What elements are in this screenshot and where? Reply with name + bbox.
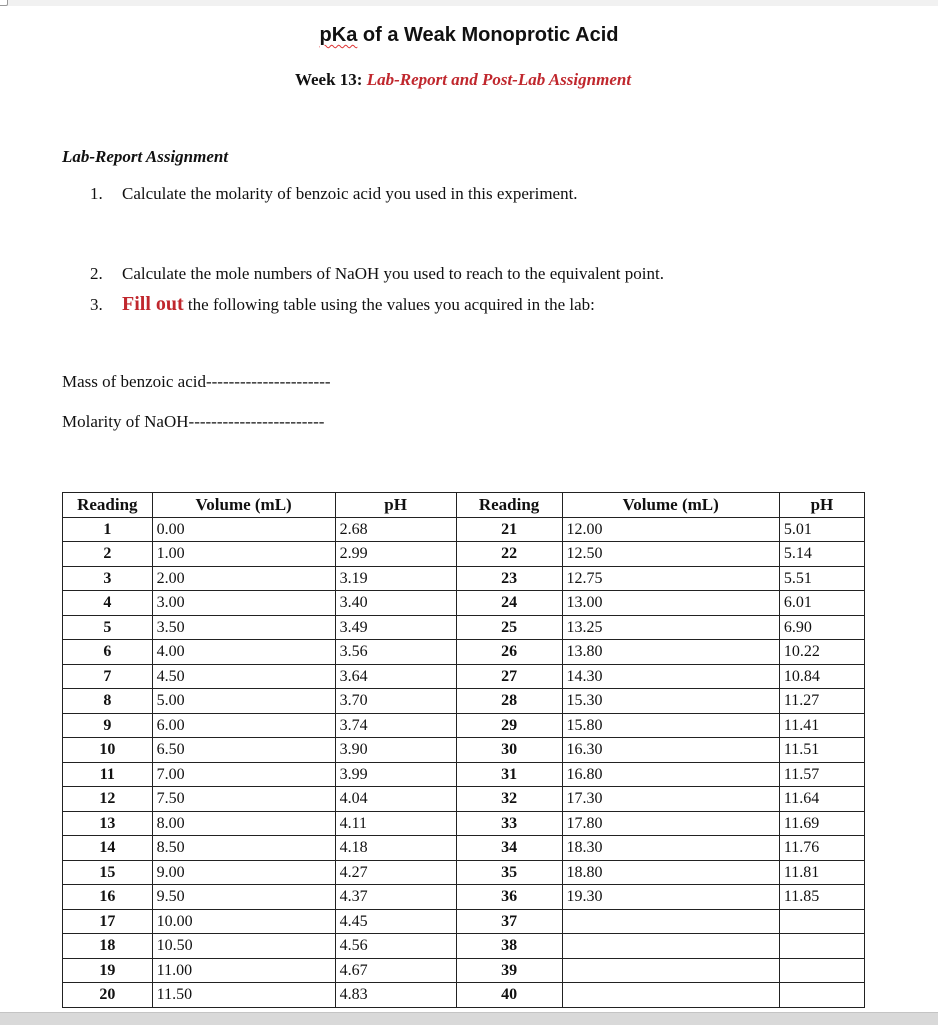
cell-volume-2: 14.30 [562, 664, 779, 689]
cell-reading: 8 [63, 689, 153, 714]
cell-ph-2 [779, 983, 864, 1008]
table-row [63, 909, 865, 934]
molarity-naoh-line: Molarity of NaOH------------------------ [62, 412, 325, 431]
cell-ph: 3.56 [335, 640, 456, 665]
table-row [63, 983, 865, 1008]
cell-volume-2: 19.30 [562, 885, 779, 910]
cell-ph: 3.70 [335, 689, 456, 714]
table-row [63, 664, 865, 689]
header-volume: Volume (mL) [152, 493, 335, 518]
cell-ph-2 [779, 958, 864, 983]
table-row [63, 958, 865, 983]
subtitle-assignment: Lab-Report and Post-Lab Assignment [366, 70, 632, 89]
top-strip [0, 0, 938, 6]
header-reading-2: Reading [456, 493, 562, 518]
cell-ph: 4.18 [335, 836, 456, 861]
table-row [63, 591, 865, 616]
cell-ph-2: 10.84 [779, 664, 864, 689]
cell-ph-2: 5.51 [779, 566, 864, 591]
table-row [63, 640, 865, 665]
cell-ph-2: 5.01 [779, 517, 864, 542]
cell-reading-2: 25 [456, 615, 562, 640]
cell-volume: 6.00 [152, 713, 335, 738]
cell-volume-2: 12.75 [562, 566, 779, 591]
header-ph: pH [335, 493, 456, 518]
cell-volume: 5.00 [152, 689, 335, 714]
cell-reading-2: 26 [456, 640, 562, 665]
table-row [63, 566, 865, 591]
cell-reading: 15 [63, 860, 153, 885]
subtitle-week: Week 13: [294, 70, 363, 89]
cell-volume: 3.00 [152, 591, 335, 616]
cell-reading-2: 31 [456, 762, 562, 787]
cell-reading-2: 40 [456, 983, 562, 1008]
cell-reading: 20 [63, 983, 153, 1008]
cell-volume: 0.00 [152, 517, 335, 542]
table-header-row [63, 493, 865, 518]
cell-ph-2 [779, 934, 864, 959]
cell-ph-2: 11.69 [779, 811, 864, 836]
cell-ph: 4.04 [335, 787, 456, 812]
cell-reading: 1 [63, 517, 153, 542]
cell-reading: 11 [63, 762, 153, 787]
cell-reading-2: 36 [456, 885, 562, 910]
cell-volume: 11.00 [152, 958, 335, 983]
question-number: 3. [90, 295, 103, 314]
cell-ph: 2.99 [335, 542, 456, 567]
cell-volume: 6.50 [152, 738, 335, 763]
cell-volume: 7.00 [152, 762, 335, 787]
table-row [63, 689, 865, 714]
question-number: 1. [90, 184, 103, 203]
question-number: 2. [90, 264, 103, 283]
fill-out-emphasis: Fill out [122, 293, 184, 315]
titration-table [62, 492, 865, 1008]
table-row [63, 934, 865, 959]
cell-reading: 4 [63, 591, 153, 616]
cell-volume-2: 15.30 [562, 689, 779, 714]
cell-ph-2: 11.51 [779, 738, 864, 763]
page-subtitle [0, 70, 926, 90]
cell-ph-2: 6.90 [779, 615, 864, 640]
cell-volume-2: 12.00 [562, 517, 779, 542]
cell-ph: 2.68 [335, 517, 456, 542]
page-title [0, 24, 938, 47]
cell-volume-2: 13.00 [562, 591, 779, 616]
cell-ph: 3.99 [335, 762, 456, 787]
cell-reading-2: 30 [456, 738, 562, 763]
cell-reading-2: 24 [456, 591, 562, 616]
cell-volume-2: 17.30 [562, 787, 779, 812]
table-row [63, 615, 865, 640]
question-3 [90, 293, 595, 316]
header-ph-2: pH [779, 493, 864, 518]
cell-reading: 3 [63, 566, 153, 591]
cell-reading: 9 [63, 713, 153, 738]
cell-volume: 2.00 [152, 566, 335, 591]
cell-reading-2: 39 [456, 958, 562, 983]
cell-volume: 4.50 [152, 664, 335, 689]
mass-benzoic-acid-line: Mass of benzoic acid---------------------- [62, 372, 331, 391]
cell-reading: 13 [63, 811, 153, 836]
cell-reading: 6 [63, 640, 153, 665]
cell-reading-2: 33 [456, 811, 562, 836]
cell-volume: 8.50 [152, 836, 335, 861]
cell-ph-2: 5.14 [779, 542, 864, 567]
cell-reading: 18 [63, 934, 153, 959]
cell-ph-2 [779, 909, 864, 934]
cell-reading: 12 [63, 787, 153, 812]
cell-reading-2: 37 [456, 909, 562, 934]
cell-volume: 8.00 [152, 811, 335, 836]
question-text: Calculate the molarity of benzoic acid you used in this experiment. [122, 184, 578, 203]
cell-ph: 4.11 [335, 811, 456, 836]
corner-checkbox-icon[interactable] [0, 0, 8, 6]
cell-volume: 1.00 [152, 542, 335, 567]
cell-reading-2: 27 [456, 664, 562, 689]
table-row [63, 542, 865, 567]
cell-reading: 16 [63, 885, 153, 910]
question-1 [90, 184, 578, 204]
cell-volume: 3.50 [152, 615, 335, 640]
cell-ph: 4.27 [335, 860, 456, 885]
cell-reading-2: 38 [456, 934, 562, 959]
table-row [63, 885, 865, 910]
section-heading: Lab-Report Assignment [62, 147, 229, 166]
cell-volume-2: 16.30 [562, 738, 779, 763]
cell-volume-2: 15.80 [562, 713, 779, 738]
cell-ph-2: 11.27 [779, 689, 864, 714]
cell-ph: 3.40 [335, 591, 456, 616]
cell-reading-2: 22 [456, 542, 562, 567]
cell-ph: 4.45 [335, 909, 456, 934]
cell-ph-2: 11.76 [779, 836, 864, 861]
cell-reading-2: 23 [456, 566, 562, 591]
cell-ph-2: 11.85 [779, 885, 864, 910]
header-volume-2: Volume (mL) [562, 493, 779, 518]
cell-reading-2: 21 [456, 517, 562, 542]
question-text: Calculate the mole numbers of NaOH you used to reach to the equivalent point. [122, 264, 664, 283]
cell-reading: 7 [63, 664, 153, 689]
cell-ph: 4.83 [335, 983, 456, 1008]
question-2 [90, 264, 664, 284]
cell-reading-2: 32 [456, 787, 562, 812]
cell-volume-2 [562, 909, 779, 934]
cell-reading: 5 [63, 615, 153, 640]
table-row [63, 738, 865, 763]
table-row [63, 836, 865, 861]
cell-volume-2: 17.80 [562, 811, 779, 836]
cell-ph: 4.37 [335, 885, 456, 910]
table-row [63, 787, 865, 812]
cell-volume-2: 12.50 [562, 542, 779, 567]
cell-ph-2: 11.64 [779, 787, 864, 812]
cell-reading-2: 28 [456, 689, 562, 714]
cell-volume-2 [562, 983, 779, 1008]
cell-reading: 10 [63, 738, 153, 763]
cell-volume: 10.50 [152, 934, 335, 959]
cell-ph: 3.49 [335, 615, 456, 640]
cell-volume: 10.00 [152, 909, 335, 934]
cell-ph-2: 11.57 [779, 762, 864, 787]
table-row [63, 517, 865, 542]
cell-volume-2: 13.25 [562, 615, 779, 640]
cell-volume: 11.50 [152, 983, 335, 1008]
table-row [63, 713, 865, 738]
cell-ph: 3.90 [335, 738, 456, 763]
cell-ph-2: 10.22 [779, 640, 864, 665]
table-row [63, 811, 865, 836]
cell-volume: 9.50 [152, 885, 335, 910]
cell-reading: 19 [63, 958, 153, 983]
cell-ph-2: 11.81 [779, 860, 864, 885]
cell-volume: 9.00 [152, 860, 335, 885]
cell-volume-2: 18.80 [562, 860, 779, 885]
title-pka: pKa [319, 24, 358, 46]
table-row [63, 762, 865, 787]
cell-reading: 14 [63, 836, 153, 861]
cell-reading-2: 29 [456, 713, 562, 738]
cell-volume-2 [562, 934, 779, 959]
table-row [63, 860, 865, 885]
cell-ph-2: 11.41 [779, 713, 864, 738]
cell-volume-2 [562, 958, 779, 983]
bottom-bar [0, 1012, 938, 1025]
cell-ph: 4.67 [335, 958, 456, 983]
title-rest: of a Weak Monoprotic Acid [357, 24, 619, 46]
cell-reading: 2 [63, 542, 153, 567]
question-text: the following table using the values you acquired in the lab: [187, 295, 595, 314]
cell-volume-2: 13.80 [562, 640, 779, 665]
cell-volume-2: 16.80 [562, 762, 779, 787]
cell-ph: 4.56 [335, 934, 456, 959]
cell-ph-2: 6.01 [779, 591, 864, 616]
cell-ph: 3.19 [335, 566, 456, 591]
header-reading: Reading [63, 493, 153, 518]
cell-reading-2: 35 [456, 860, 562, 885]
cell-volume: 7.50 [152, 787, 335, 812]
cell-reading-2: 34 [456, 836, 562, 861]
cell-reading: 17 [63, 909, 153, 934]
cell-volume-2: 18.30 [562, 836, 779, 861]
cell-volume: 4.00 [152, 640, 335, 665]
cell-ph: 3.74 [335, 713, 456, 738]
cell-ph: 3.64 [335, 664, 456, 689]
